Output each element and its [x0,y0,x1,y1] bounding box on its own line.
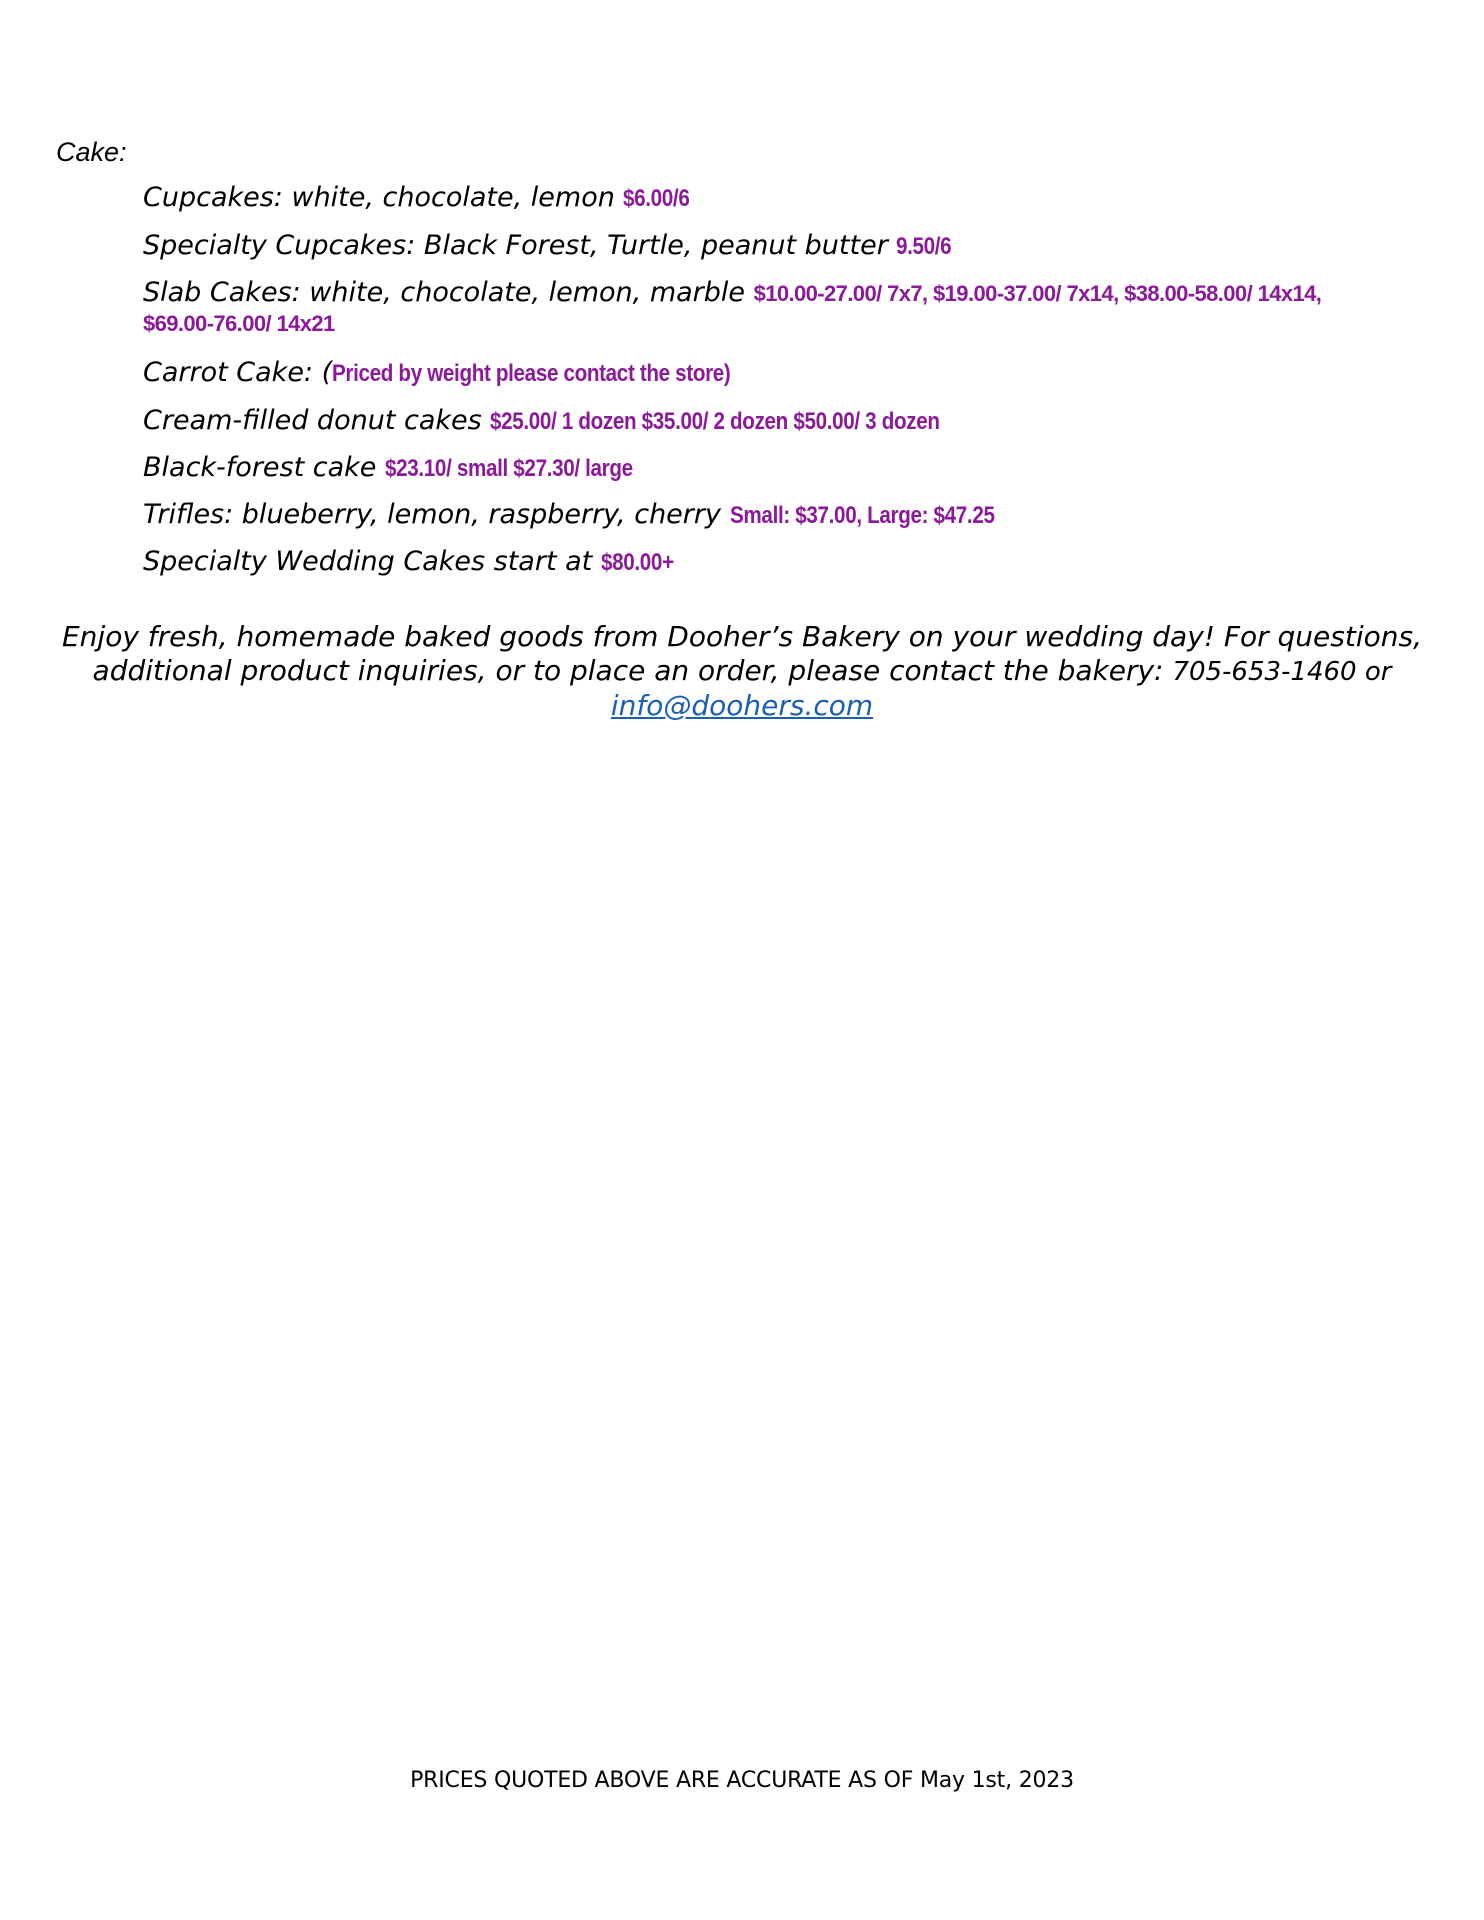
item-name: Cupcakes: white, chocolate, lemon [143,182,615,213]
menu-item-wedding-cakes [143,545,1373,579]
item-price: $6.00/6 [623,185,690,212]
item-price: $10.00-27.00/ 7x7, $19.00-37.00/ 7x14, $38.00-58.00/ 14x14, [753,281,1322,306]
item-price: Small: $37.00, Large: $47.25 [729,502,995,529]
item-price: $80.00+ [600,549,674,576]
item-name: Trifles: blueberry, lemon, raspberry, cherry [143,499,721,530]
item-price-continued: $69.00-76.00/ 14x21 [143,311,335,336]
contact-phone: 705-653-1460 or [1172,657,1392,687]
item-name: Specialty Cupcakes: Black Forest, Turtle, peanut butter [143,230,888,261]
item-price: Priced by weight please contact the store) [332,360,731,387]
item-name: Carrot Cake: ( [143,357,333,388]
section-heading: Cake: [56,137,127,167]
menu-item-slab-cakes [143,276,1373,338]
menu-item-carrot-cake [143,356,1373,390]
footer-note: PRICES QUOTED ABOVE ARE ACCURATE AS OF May 1st, 2023 [410,1768,1074,1793]
menu-item-trifles [143,498,1373,532]
menu-item-specialty-cupcakes [143,229,1373,263]
item-price: $23.10/ small $27.30/ large [385,455,633,482]
item-name: Cream-filled donut cakes [143,405,482,436]
menu-item-donut-cakes [143,404,1373,438]
item-name: Black-forest cake [143,452,377,483]
menu-item-black-forest-cake [143,451,1373,485]
item-price: $25.00/ 1 dozen $35.00/ 2 dozen $50.00/ 3 dozen [490,408,940,435]
contact-email-link[interactable]: info@doohers.com [610,689,874,722]
item-price: 9.50/6 [896,233,952,260]
menu-item-cupcakes [143,181,1373,215]
item-name: Slab Cakes: white, chocolate, lemon, marble [143,277,746,308]
closing-paragraph [60,620,1424,723]
item-name: Specialty Wedding Cakes start at [143,546,593,577]
closing-text: Enjoy fresh, homemade baked goods from Dooher’s Bakery on your wedding day! For questions, additional product inquiries, or to place an order, please contact the bakery: [61,620,1422,687]
